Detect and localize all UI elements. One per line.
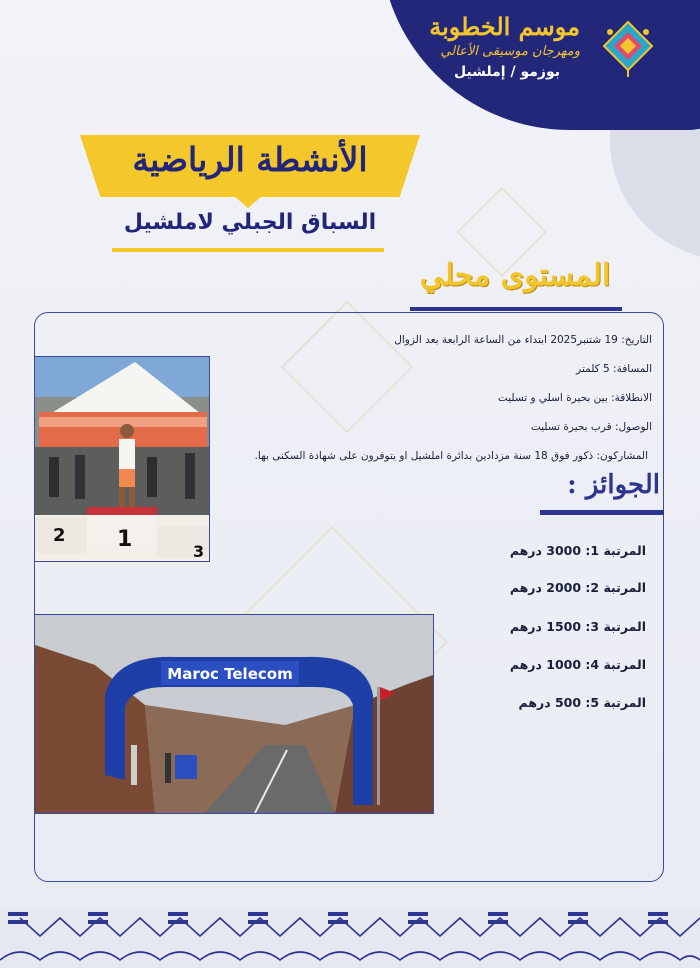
detail-start: الانطلاقة: بين بحيرة اسلي و تسليت <box>497 392 652 404</box>
podium-place-3: 3 <box>193 542 205 561</box>
prize-rank-4: المرتبة 4: 1000 درهم <box>509 657 646 672</box>
detail-date: التاريخ: 19 شتنبر2025 ابتداء من الساعة الرابعة بعد الزوال <box>394 334 652 346</box>
arch-illustration <box>35 615 433 813</box>
podium-photo <box>34 356 210 562</box>
prize-rank-2: المرتبة 2: 2000 درهم <box>509 580 646 595</box>
section-title: الأنشطة الرياضية <box>132 140 368 179</box>
detail-participants: المشاركون: ذكور فوق 18 سنة مزدادين بدائرة املشيل او يتوفرون على شهادة السكنى بها. <box>254 450 648 462</box>
podium-place-1: 1 <box>117 527 133 552</box>
footer-ornament <box>0 908 700 968</box>
finish-arch-photo <box>34 614 434 814</box>
festival-title: موسم الخطوبة <box>429 12 580 41</box>
podium-illustration <box>35 357 209 561</box>
festival-location: بوزمو / إملشيل <box>453 64 560 80</box>
subtitle-underline <box>112 248 384 252</box>
arch-banner-text: Maroc Telecom <box>167 665 293 683</box>
section-subtitle: السباق الجبلي لاملشيل <box>123 210 377 235</box>
festival-logo <box>600 18 656 78</box>
banner-notch <box>234 196 262 208</box>
detail-finish: الوصول: قرب بحيرة تسليت <box>530 421 652 433</box>
prize-rank-5: المرتبة 5: 500 درهم <box>518 695 646 710</box>
prizes-underline <box>540 510 664 515</box>
prize-rank-3: المرتبة 3: 1500 درهم <box>509 619 646 634</box>
prize-rank-1: المرتبة 1: 3000 درهم <box>509 543 646 558</box>
footer-pattern <box>0 908 700 968</box>
detail-distance: المسافة: 5 كلمتر <box>576 363 652 375</box>
festival-subtitle: ومهرجان موسيقى الأعالي <box>440 44 580 59</box>
level-heading: المستوى محلي <box>419 258 611 293</box>
level-underline <box>410 307 622 311</box>
podium-place-2: 2 <box>53 525 66 546</box>
prizes-heading: الجوائز : <box>567 470 660 500</box>
